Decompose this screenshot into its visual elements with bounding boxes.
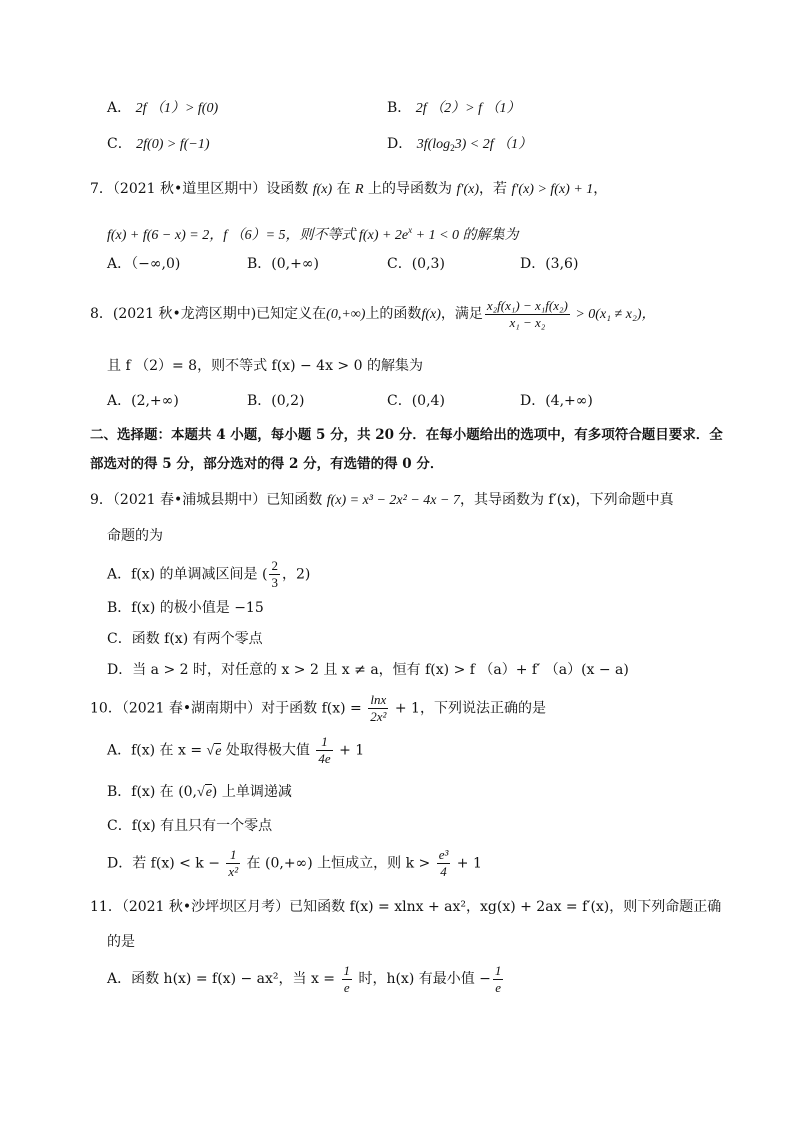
q9-text-1: 9．（2021 春•浦城县期中）已知函数 — [90, 492, 327, 508]
q8-option-c: C．(0,4) — [387, 393, 445, 409]
q9-a-text: A．f(x) 的单调减区间是 ( — [107, 566, 268, 583]
q9-stem-line2: 命题的为 — [107, 528, 163, 544]
option-text: 2f(0) > f(−1) — [136, 137, 210, 152]
fraction-numerator: 1 — [343, 962, 350, 978]
q10-text-2: + 1，下列说法正确的是 — [390, 700, 546, 717]
fraction-denominator: 4e — [318, 751, 331, 766]
q11-stem-line2: 的是 — [107, 934, 135, 950]
q7-option-d: D．(3,6) — [520, 256, 579, 272]
fraction-denominator: e — [495, 979, 502, 995]
q9-option-c: C．函数 f(x) 有两个零点 — [107, 631, 263, 647]
q10-text-1: 10．（2021 春•湖南期中）对于函数 f(x) = — [90, 700, 367, 717]
q10-a-fraction — [316, 734, 332, 767]
q8-domain: (0,+∞) — [326, 307, 366, 322]
q10-d-text-1: D．若 f(x) < k − — [107, 855, 225, 872]
q9-option-a — [107, 558, 310, 591]
q6-option-b — [387, 97, 520, 120]
option-letter: D． — [387, 136, 413, 152]
sqrt-e: e — [205, 785, 212, 800]
fprime-symbol: f′(x) — [456, 182, 480, 197]
option-text: 3f(log — [416, 137, 451, 152]
q10-stem — [90, 692, 546, 725]
q7-text-4: ，若 — [479, 181, 512, 197]
section-heading-line2: 部选对的得 5 分，部分选对的得 2 分，有选错的得 0 分． — [90, 456, 444, 472]
q10-option-d — [107, 847, 482, 880]
q11-stem: 11．（2021 秋•沙坪坝区月考）已知函数 f(x) = xlnx + ax²，xg(x) + 2ax = f′(x)，则下列命题正确 — [90, 899, 722, 915]
q8-option-b: B．(0,2) — [247, 393, 305, 409]
fraction-numerator: 2 — [271, 558, 278, 573]
q8-option-a: A．(2,+∞) — [107, 393, 179, 409]
fraction-denominator: x₁ − x₂ — [509, 314, 546, 330]
fraction-denominator: 4 — [440, 864, 447, 879]
option-letter: C． — [107, 136, 132, 152]
q10-option-a: A．f(x) 在 x = √e 处取得极大值 $\frac{1}{4e}$ + 1 — [107, 734, 365, 766]
q8-fraction — [485, 298, 570, 331]
q7-text-2: 在 — [332, 181, 356, 197]
q11-a-text-1: A．函数 h(x) = f(x) − ax²，当 x = — [107, 971, 340, 987]
q9-option-d: D．当 a > 2 时，对任意的 x > 2 且 x ≠ a，恒有 f(x) > f （a）+ f′ （a）(x − a) — [107, 662, 629, 678]
option-text-2: 3) < 2f （1） — [454, 137, 533, 152]
q10-d-text-3: + 1 — [452, 855, 482, 872]
fraction-denominator: 3 — [271, 575, 278, 590]
fraction-numerator: x₂f(x₁) − x₁f(x₂) — [486, 297, 568, 313]
q9-option-b: B．f(x) 的极小值是 −15 — [107, 600, 264, 616]
q9-a-text-2: ，2) — [281, 566, 311, 583]
q7-text-1: 7．（2021 秋•道里区期中）设函数 — [90, 181, 313, 197]
q10-a-text-2: 处取得极大值 — [221, 742, 315, 759]
q7-line2-b: f(x) + 2e — [359, 228, 409, 243]
q7-condition: f′(x) > f(x) + 1 — [511, 182, 594, 197]
q7-option-b: B．(0,+∞) — [247, 256, 319, 272]
fx-symbol: f(x) — [421, 307, 441, 322]
q10-a-text-3: + 1 — [334, 742, 365, 759]
fraction-numerator: e³ — [438, 847, 449, 862]
q7-stem — [90, 178, 607, 201]
q11-a-fraction-1 — [342, 963, 353, 996]
q7-line2-c: + 1 < 0 的解集为 — [412, 228, 519, 243]
q7-option-c: C．(0,3) — [387, 256, 445, 272]
q10-d-fraction-1 — [226, 847, 240, 880]
fx-symbol: f(x) — [312, 182, 333, 197]
q9-text-2: ，其导函数为 f′(x)，下列命题中真 — [459, 492, 674, 508]
q8-option-d: D．(4,+∞) — [520, 393, 593, 409]
q10-option-c: C．f(x) 有且只有一个零点 — [107, 818, 273, 834]
fraction-numerator: lnx — [368, 692, 388, 709]
q10-option-b: B．f(x) 在 (0,√e) 上单调递减 — [107, 784, 292, 800]
q6-option-d: D． $3f(\log_23) < 2f$ （1） — [387, 136, 533, 153]
section-heading-line1: 二、选择题：本题共 4 小题，每小题 5 分，共 20 分．在每小题给出的选项中，有多项符合题目要求．全 — [90, 427, 723, 443]
q7-option-a: A．（−∞,0) — [107, 256, 181, 272]
q9-function: f(x) = x³ − 2x² − 4x − 7 — [326, 493, 460, 508]
option-letter: A． — [107, 100, 132, 116]
q8-stem — [90, 297, 655, 332]
q9-stem — [90, 489, 674, 512]
q8-text-3: ，满足 — [440, 306, 483, 322]
fraction-numerator: 1 — [316, 734, 332, 751]
q10-d-fraction-2 — [437, 847, 451, 880]
q7-text-5: ， — [593, 181, 608, 197]
q10-d-text-2: 在 (0,+∞) 上恒成立，则 k > — [242, 855, 435, 872]
q8-stem-line2: 且 f （2）= 8，则不等式 f(x) − 4x > 0 的解集为 — [107, 358, 423, 374]
option-text: 2f （2）> f （1） — [415, 101, 521, 116]
option-letter: B． — [387, 100, 412, 116]
R-symbol: R — [355, 182, 364, 197]
q8-text-4: > 0(x₁ ≠ x₂)， — [571, 307, 656, 322]
q10-b-text-2: ) 上单调递减 — [211, 784, 292, 800]
q8-text-1: 8．(2021 秋•龙湾区期中)已知定义在 — [90, 306, 327, 322]
fraction-denominator: x² — [228, 864, 239, 879]
q7-line2-a: f(x) + f(6 − x) = 2，f （6）= 5，则不等式 — [107, 228, 360, 243]
q7-text-3: 上的导函数为 — [363, 181, 457, 197]
fraction-denominator: e — [343, 979, 350, 995]
q10-b-text-1: B．f(x) 在 (0, — [107, 784, 198, 800]
fraction-denominator: 2x² — [370, 709, 387, 724]
q8-text-2: 上的函数 — [365, 306, 422, 322]
fraction-numerator: 1 — [494, 962, 502, 978]
q11-option-a — [107, 962, 505, 996]
q6-option-c — [107, 133, 210, 156]
q7-stem-line2: f(x) + f(6 − x) = 2，f （6）= 5，则不等式 $f(x) + 2e^x + 1 < 0$ 的解集为 — [107, 225, 519, 243]
sqrt-e: e — [215, 743, 222, 759]
q6-option-a — [107, 97, 218, 120]
fraction-numerator: 1 — [226, 847, 240, 864]
q10-a-text-1: A．f(x) 在 x = — [107, 742, 207, 759]
q9-a-fraction — [269, 558, 280, 591]
option-text: 2f （1）> f(0) — [135, 101, 219, 116]
q11-a-fraction-2 — [493, 963, 504, 996]
q11-a-text-2: 时，h(x) 有最小值 − — [354, 971, 491, 987]
q10-fraction — [368, 692, 388, 725]
